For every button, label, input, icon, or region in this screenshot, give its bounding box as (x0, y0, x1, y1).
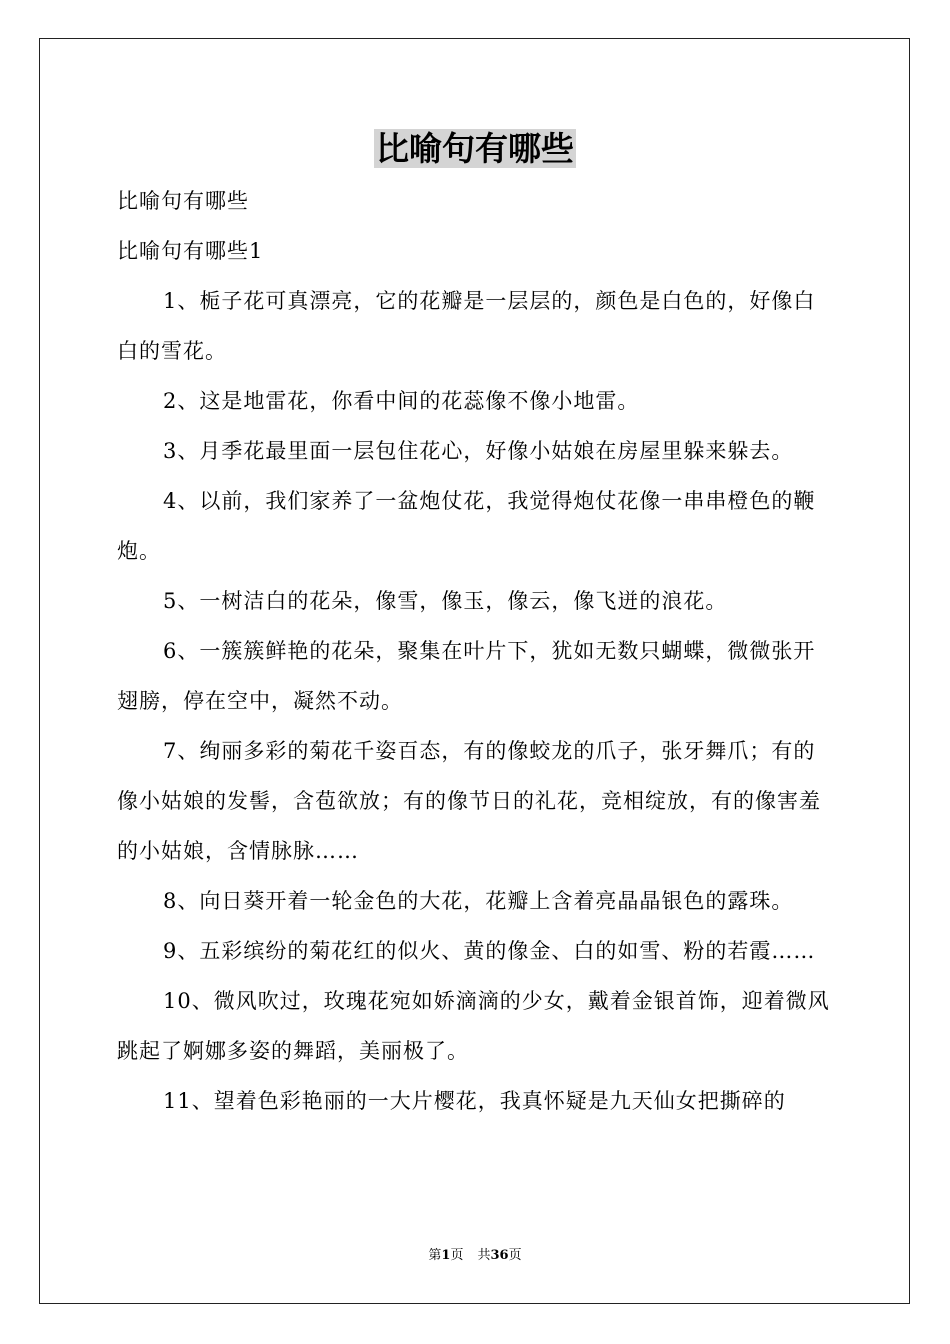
footer-page-suffix: 页 (450, 1248, 464, 1263)
footer-page-prefix: 第 (428, 1248, 442, 1263)
paragraph-4: 4、以前，我们家养了一盆炮仗花，我觉得炮仗花像一串串橙色的鞭炮。 (117, 489, 816, 563)
paragraph-6: 6、一簇簇鲜艳的花朵，聚集在叶片下，犹如无数只蝴蝶，微微张开翅膀，停在空中，凝然不动。 (117, 639, 816, 713)
paragraph-3: 3、月季花最里面一层包住花心，好像小姑娘在房屋里躲来躲去。 (163, 439, 794, 463)
footer-page-current: 1 (441, 1248, 451, 1263)
paragraph-2: 2、这是地雷花，你看中间的花蕊像不像小地雷。 (163, 389, 640, 413)
paragraph-10: 10、微风吹过，玫瑰花宛如娇滴滴的少女，戴着金银首饰，迎着微风跳起了婀娜多姿的舞蹈，美丽极了。 (117, 989, 830, 1063)
page-title-text: 比喻句有哪些 (376, 129, 574, 168)
paragraph-5: 5、一树洁白的花朵，像雪，像玉，像云，像飞迸的浪花。 (163, 589, 728, 613)
footer-total-suffix: 页 (508, 1248, 522, 1263)
paragraph-8: 8、向日葵开着一轮金色的大花，花瓣上含着亮晶晶银色的露珠。 (163, 889, 794, 913)
page-footer (0, 1247, 950, 1265)
paragraph-7: 7、绚丽多彩的菊花千姿百态，有的像蛟龙的爪子，张牙舞爪；有的像小姑娘的发髻，含苞欲放；有的像节日的礼花，竞相绽放，有的像害羞的小姑娘，含情脉脉…… (117, 739, 821, 863)
subtitle: 比喻句有哪些 (117, 189, 249, 213)
footer-page-total: 36 (490, 1248, 509, 1263)
paragraph-9: 9、五彩缤纷的菊花红的似火、黄的像金、白的如雪、粉的若霞…… (163, 939, 816, 963)
paragraph-1: 1、栀子花可真漂亮，它的花瓣是一层层的，颜色是白色的，好像白白的雪花。 (117, 289, 816, 363)
document-body (117, 176, 835, 1126)
footer-total-prefix: 共 (477, 1248, 491, 1263)
paragraph-11: 11、望着色彩艳丽的一大片樱花，我真怀疑是九天仙女把撕碎的 (163, 1089, 786, 1113)
page-title (0, 126, 950, 172)
section-heading: 比喻句有哪些1 (117, 239, 264, 263)
